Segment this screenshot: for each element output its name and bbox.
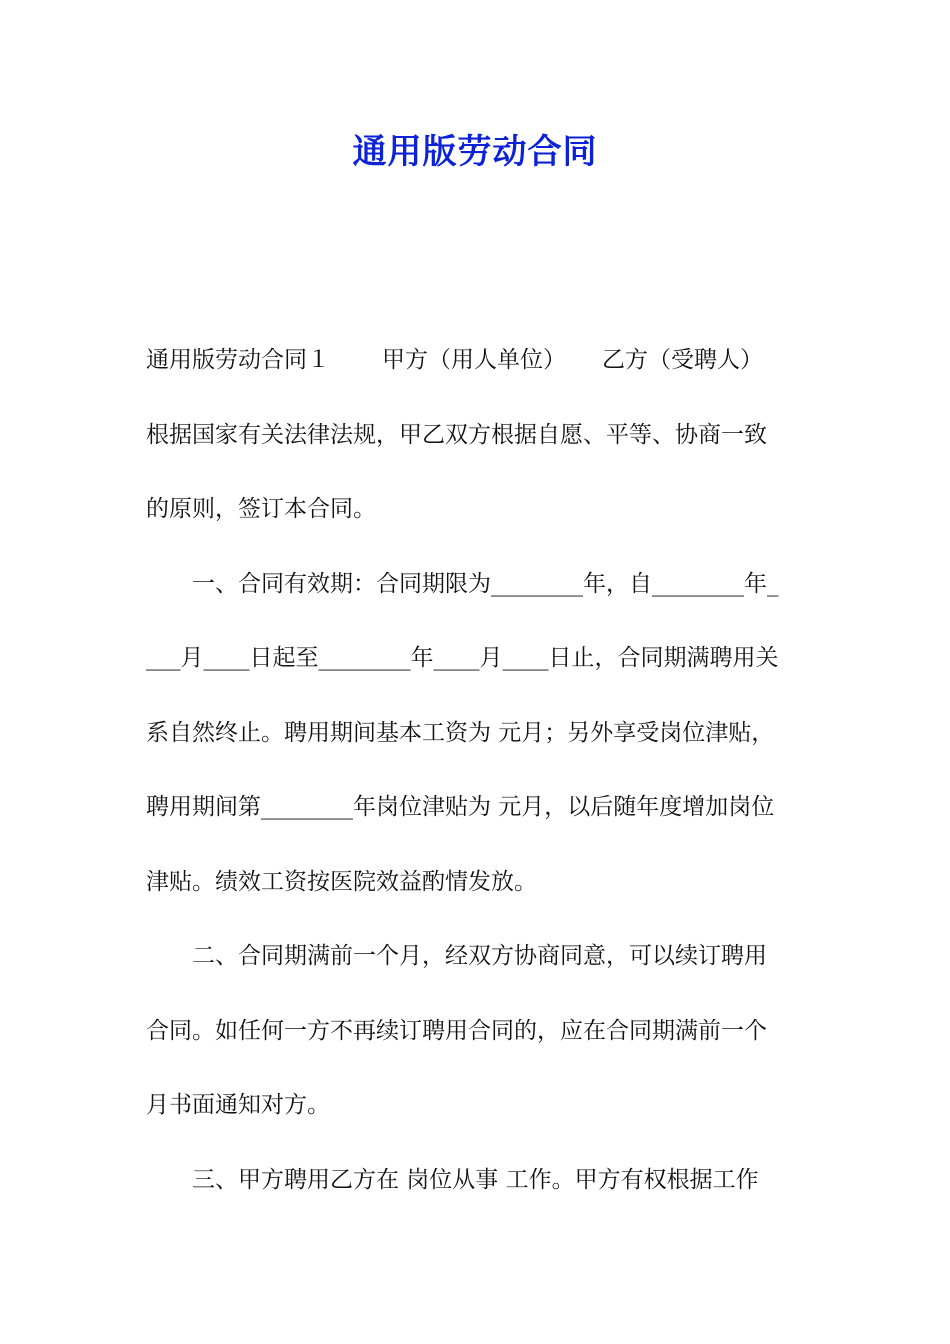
paragraph-line: [146, 485, 808, 560]
paragraph-line: [146, 634, 808, 709]
paragraph-line: [146, 709, 808, 784]
paragraph-line: [146, 932, 808, 1007]
text-segment: 合同。如任何一方不再续订聘用合同的，应在合同期满前一个: [146, 1017, 767, 1044]
text-segment: 通用版劳动合同１: [146, 347, 330, 373]
paragraph-line: [146, 1156, 808, 1231]
text-segment: 月书面通知对方。: [146, 1092, 330, 1118]
paragraph-line: [146, 858, 808, 933]
paragraph-line: [146, 411, 808, 486]
text-segment: 乙方（受聘人）: [602, 347, 763, 373]
paragraph-line: [146, 336, 808, 411]
text-segment: 根据国家有关法律法规，甲乙双方根据自愿、平等、协商一致: [146, 421, 767, 448]
text-segment: 甲方（用人单位）: [382, 347, 566, 373]
paragraph-line: [146, 560, 808, 635]
paragraph-line: [146, 1007, 808, 1082]
text-segment: ___月____日起至________年____月____日止，合同期满聘用关: [146, 645, 779, 671]
document-title: 通用版劳动合同: [352, 132, 598, 172]
text-segment: 聘用期间第________年岗位津贴为 元月，以后随年度增加岗位: [146, 794, 775, 820]
text-segment: 津贴。绩效工资按医院效益酌情发放。: [146, 868, 537, 895]
text-segment: 二、合同期满前一个月，经双方协商同意，可以续订聘用: [192, 943, 767, 969]
text-segment: 三、甲方聘用乙方在 岗位从事 工作。甲方有权根据工作: [192, 1166, 759, 1193]
text-segment: 的原则，签订本合同。: [146, 496, 376, 522]
text-segment: 一、合同有效期：合同期限为________年，自________年_: [192, 570, 779, 597]
paragraph-line: [146, 783, 808, 858]
document-body: [146, 336, 808, 1230]
paragraph-line: [146, 1081, 808, 1156]
text-segment: 系自然终止。聘用期间基本工资为 元月；另外享受岗位津贴，: [146, 719, 775, 746]
